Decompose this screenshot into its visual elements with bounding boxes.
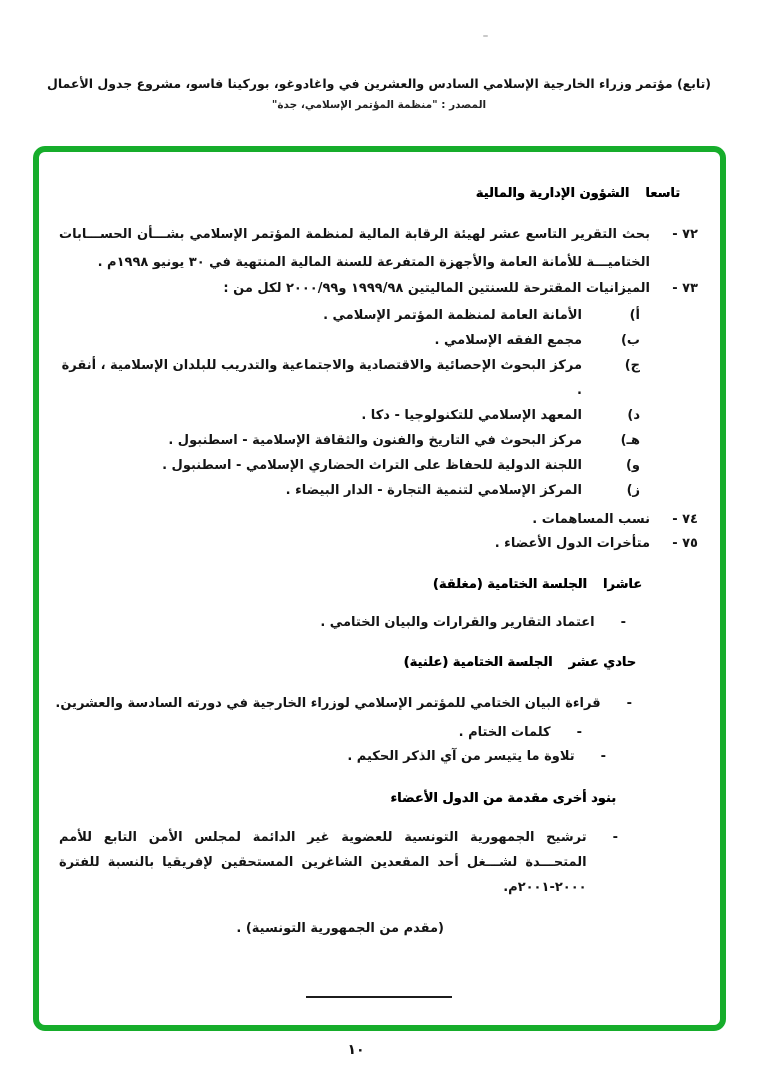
list-item bbox=[59, 353, 640, 403]
item-number: ٧٢ - bbox=[672, 227, 698, 242]
section-ninth bbox=[59, 182, 680, 206]
list-item bbox=[59, 328, 640, 353]
item-number: ٧٥ - bbox=[672, 536, 698, 551]
bullet-adopt-reports bbox=[59, 611, 626, 635]
item-text: نسب المساهمات . bbox=[532, 512, 650, 527]
item-letter: د) bbox=[627, 408, 640, 423]
section-eleventh bbox=[59, 651, 636, 675]
item-letter: و) bbox=[625, 458, 640, 473]
closing-rule bbox=[306, 996, 452, 998]
item-text: متأخرات الدول الأعضاء . bbox=[494, 536, 650, 551]
bullet-text: تلاوة ما يتيسر من آي الذكر الحكيم . bbox=[347, 749, 575, 764]
list-item bbox=[59, 403, 640, 428]
bullet-final-communique bbox=[55, 692, 632, 716]
bullet-quran-recitation bbox=[59, 745, 606, 769]
item-letter: ج) bbox=[624, 358, 640, 373]
section-term: عاشرا bbox=[602, 577, 642, 592]
section-term: حادي عشر bbox=[568, 655, 636, 670]
dash-marker: - bbox=[626, 696, 632, 711]
dash-marker: - bbox=[612, 830, 618, 845]
bullet-text: كلمات الختام . bbox=[458, 725, 551, 740]
section-tenth bbox=[59, 573, 642, 597]
budget-bodies-list bbox=[59, 303, 640, 503]
list-item bbox=[59, 478, 640, 503]
bullet-text: قراءة البيان الختامي للمؤتمر الإسلامي لوزراء الخارجية في دورته السادسة والعشرين. bbox=[55, 696, 601, 711]
document-header bbox=[0, 76, 758, 111]
item-text: المركز الإسلامي لتنمية التجارة - الدار البيضاء . bbox=[285, 483, 582, 498]
page-number: ١٠ bbox=[347, 1042, 365, 1058]
agenda-item-74 bbox=[59, 508, 698, 532]
header-source: المصدر : "منظمة المؤتمر الإسلامي، جدة" bbox=[271, 99, 487, 111]
item-letter: ب) bbox=[620, 333, 640, 348]
bullet-tunisia-candidacy bbox=[59, 825, 618, 900]
list-item bbox=[59, 303, 640, 328]
green-frame bbox=[33, 146, 726, 1031]
dash-marker: - bbox=[620, 615, 626, 630]
item-letter: ز) bbox=[626, 483, 640, 498]
item-letter: أ) bbox=[629, 308, 640, 323]
bullet-text: اعتماد التقارير والقرارات والبيان الختامي . bbox=[320, 615, 595, 630]
dash-marker: - bbox=[600, 749, 606, 764]
dash-marker: - bbox=[576, 725, 582, 740]
section-title: الشؤون الإدارية والمالية bbox=[475, 186, 630, 201]
item-letter: هـ) bbox=[620, 433, 640, 448]
bullet-text: ترشيح الجمهورية التونسية للعضوية غير الدائمة لمجلس الأمن التابع للأمم المتحـــدة لشـــغل أحد المقعدين الشاغرين المستحقين لإفريقيا بالنسبة للفترة ٢٠٠٠-٢٠٠١م. bbox=[59, 830, 587, 895]
header-title: (تابع) مؤتمر وزراء الخارجية الإسلامي السادس والعشرين في واغادوغو، بوركينا فاسو، مشروع جدول الأعمال bbox=[46, 76, 712, 91]
agenda-content bbox=[39, 152, 720, 998]
list-item bbox=[59, 428, 640, 453]
item-text: المعهد الإسلامي للتكنولوجيا - دكا . bbox=[361, 408, 582, 423]
item-text: الأمانة العامة لمنظمة المؤتمر الإسلامي . bbox=[323, 308, 582, 323]
item-text: مركز البحوث في التاريخ والفنون والثقافة الإسلامية - اسطنبول . bbox=[168, 433, 582, 448]
section-title: الجلسة الختامية (مغلقة) bbox=[432, 577, 587, 592]
submitted-by-note: (مقدم من الجمهورية التونسية) . bbox=[236, 921, 444, 936]
item-text: الميزانيات المقترحة للسنتين الماليتين ١٩٩٩/٩٨ و٢٠٠٠/٩٩ لكل من : bbox=[223, 281, 650, 296]
section-title: الجلسة الختامية (علنية) bbox=[403, 655, 553, 670]
agenda-item-72 bbox=[59, 221, 698, 277]
item-number: ٧٣ - bbox=[672, 281, 698, 296]
other-items-heading: بنود أخرى مقدمة من الدول الأعضاء bbox=[390, 791, 616, 806]
item-number: ٧٤ - bbox=[672, 512, 698, 527]
bullet-closing-remarks bbox=[59, 721, 582, 745]
section-term: تاسعا bbox=[645, 186, 680, 201]
scan-artifact bbox=[483, 35, 488, 37]
item-text: مجمع الفقه الإسلامي . bbox=[434, 333, 582, 348]
item-text: بحث التقرير التاسع عشر لهيئة الرقابة المالية لمنظمة المؤتمر الإسلامي بشـــأن الحســـابات الختاميـــة للأمانة العامة والأجهزة المتفرعة للسنة المالية المنتهية في ٣٠ يونيو ١٩٩٨م . bbox=[59, 227, 650, 270]
agenda-item-75 bbox=[59, 532, 698, 556]
agenda-item-73 bbox=[59, 277, 698, 301]
list-item bbox=[59, 453, 640, 478]
item-text: اللجنة الدولية للحفاظ على التراث الحضاري الإسلامي - اسطنبول . bbox=[162, 458, 582, 473]
item-text: مركز البحوث الإحصائية والاقتصادية والاجتماعية والتدريب للبلدان الإسلامية ، أنقرة . bbox=[61, 358, 582, 398]
